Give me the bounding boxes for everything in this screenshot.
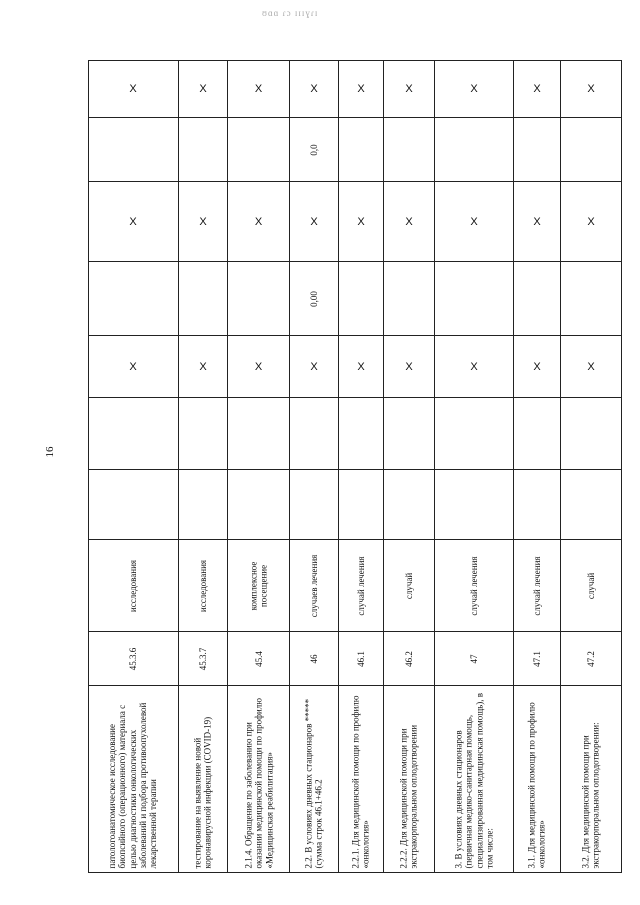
row-code: 46	[309, 654, 319, 663]
table-cell-c4	[561, 262, 622, 336]
table-cell-c5	[88, 182, 179, 262]
table-cell-code	[228, 632, 290, 686]
page-number: 16	[44, 446, 56, 458]
x-mark: X	[470, 82, 478, 95]
x-mark: X	[533, 360, 541, 373]
row-unit: случаев лечения	[308, 554, 319, 617]
row-name: 2.2.1. Для медицинской помощи по профилю «онкология»	[350, 695, 371, 869]
x-mark: X	[587, 82, 595, 95]
row-code: 47.2	[586, 650, 596, 667]
table-cell-c2	[88, 398, 179, 470]
row-code: 46.2	[404, 650, 414, 667]
table-cell-c6	[290, 118, 339, 182]
x-mark: X	[254, 360, 263, 373]
table-cell-unit	[290, 540, 339, 632]
table-cell-c5	[561, 182, 622, 262]
x-mark: X	[199, 215, 207, 228]
table-cell-code	[179, 632, 228, 686]
row-unit: исследования	[127, 559, 138, 612]
table-cell-c4	[88, 262, 179, 336]
table-cell-c4	[228, 262, 290, 336]
table-cell-unit	[435, 540, 514, 632]
x-mark: X	[310, 360, 318, 373]
table-cell-c1	[339, 470, 384, 540]
row-unit: случай	[403, 572, 414, 599]
table-cell-c2	[561, 398, 622, 470]
row-code: 47.1	[532, 650, 542, 667]
row-code: 45.4	[253, 650, 264, 667]
table-cell-c1	[384, 470, 435, 540]
row-value: 0,00	[309, 290, 319, 307]
x-mark: X	[199, 360, 207, 373]
table-cell-c7	[228, 60, 290, 118]
table-cell-c3	[384, 336, 435, 398]
row-unit: случай	[585, 572, 596, 599]
table-cell-c5	[514, 182, 561, 262]
table-cell-c7	[179, 60, 228, 118]
x-mark: X	[405, 215, 413, 228]
table-cell-c6	[228, 118, 290, 182]
table-cell-unit	[228, 540, 290, 632]
table-cell-c6	[435, 118, 514, 182]
x-mark: X	[254, 215, 263, 228]
x-mark: X	[129, 360, 137, 373]
table-cell-c2	[339, 398, 384, 470]
table-cell-code	[561, 632, 622, 686]
table-cell-c7	[435, 60, 514, 118]
x-mark: X	[357, 215, 365, 228]
table-cell-c5	[290, 182, 339, 262]
table-cell-c7	[514, 60, 561, 118]
table-cell-c7	[561, 60, 622, 118]
x-mark: X	[533, 215, 541, 228]
table-cell-code	[514, 632, 561, 686]
row-code: 47	[469, 654, 479, 663]
x-mark: X	[129, 82, 137, 95]
table-cell-unit	[179, 540, 228, 632]
x-mark: X	[129, 215, 137, 228]
table-cell-c6	[88, 118, 179, 182]
table-cell-name	[561, 686, 622, 873]
table-cell-c3	[561, 336, 622, 398]
row-name: 3.2. Для медицинской помощи при экстракорпоральном оплодотворении:	[580, 722, 601, 869]
x-mark: X	[310, 82, 318, 95]
table-cell-c5	[435, 182, 514, 262]
table-cell-c7	[88, 60, 179, 118]
row-code: 46.1	[356, 650, 366, 667]
table-cell-c7	[339, 60, 384, 118]
x-mark: X	[310, 215, 318, 228]
row-unit: комплексное посещение	[248, 561, 269, 610]
table-cell-c5	[339, 182, 384, 262]
x-mark: X	[254, 82, 263, 95]
table-cell-c5	[228, 182, 290, 262]
table-cell-c6	[384, 118, 435, 182]
table-cell-unit	[561, 540, 622, 632]
table-cell-c3	[228, 336, 290, 398]
row-name: 2.2.2. Для медицинской помощи при экстракорпоральном оплодотворении	[398, 724, 419, 869]
table-cell-name	[384, 686, 435, 873]
table-cell-c3	[88, 336, 179, 398]
x-mark: X	[199, 82, 207, 95]
table-cell-name	[228, 686, 290, 873]
table-cell-c1	[228, 470, 290, 540]
table-cell-c4	[384, 262, 435, 336]
table-cell-c2	[384, 398, 435, 470]
table-cell-c4	[435, 262, 514, 336]
table-cell-code	[384, 632, 435, 686]
table-cell-c2	[228, 398, 290, 470]
x-mark: X	[470, 215, 478, 228]
row-name: 3.1. Для медицинской помощи по профилю «онкология»	[526, 702, 547, 869]
table-cell-c3	[514, 336, 561, 398]
table-cell-c7	[384, 60, 435, 118]
table-cell-c2	[435, 398, 514, 470]
table-cell-c4	[514, 262, 561, 336]
table-cell-code	[339, 632, 384, 686]
table-cell-c1	[88, 470, 179, 540]
row-unit: случай лечения	[531, 555, 542, 616]
table-cell-c1	[561, 470, 622, 540]
table-cell-c6	[339, 118, 384, 182]
x-mark: X	[405, 360, 413, 373]
table-cell-c5	[179, 182, 228, 262]
row-name: тестирование на выявление новой коронавирусной инфекции (COVID-19)	[192, 716, 213, 869]
x-mark: X	[357, 82, 365, 95]
table-cell-c4	[290, 262, 339, 336]
x-mark: X	[405, 82, 413, 95]
table-cell-c2	[290, 398, 339, 470]
table-cell-c6	[514, 118, 561, 182]
table-cell-name	[290, 686, 339, 873]
table-cell-c3	[339, 336, 384, 398]
scan-header-mark: ʊɑɑ ɾɔ ɪɪɪɣɾɪ	[262, 8, 319, 18]
table-cell-c3	[179, 336, 228, 398]
table-cell-c2	[514, 398, 561, 470]
row-unit: случай лечения	[355, 555, 366, 616]
table-cell-c1	[290, 470, 339, 540]
table-cell-name	[514, 686, 561, 873]
x-mark: X	[470, 360, 478, 373]
row-code: 45.3.6	[128, 647, 138, 670]
table-cell-code	[88, 632, 179, 686]
table-cell-name	[339, 686, 384, 873]
table-cell-c7	[290, 60, 339, 118]
table-cell-c1	[179, 470, 228, 540]
table-cell-c1	[514, 470, 561, 540]
x-mark: X	[357, 360, 365, 373]
table-cell-c3	[290, 336, 339, 398]
table-cell-code	[435, 632, 514, 686]
row-name: 2.2. В условиях дневных стационаров *****(сумма строк 46.1+46.2	[303, 698, 324, 869]
table-cell-c5	[384, 182, 435, 262]
row-name: 2.1.4. Обращение по заболеванию при оказании медицинской помощи по профилю «Медицинская реабилитация»	[242, 698, 274, 869]
table-cell-name	[435, 686, 514, 873]
row-unit: исследования	[197, 559, 208, 612]
row-name: патологоанатомическое исследование биопсийного (операционного) материала с целью диагностики онкологических заболеваний и подбора противоопухолевой лекарственной терапии	[107, 702, 159, 869]
table-cell-name	[179, 686, 228, 873]
table-cell-name	[88, 686, 179, 873]
table-cell-c3	[435, 336, 514, 398]
table-cell-c4	[179, 262, 228, 336]
table-cell-c2	[179, 398, 228, 470]
table-cell-unit	[514, 540, 561, 632]
row-name: 3. В условиях дневных стационаров (первичная медико-санитарная помощь, специализированная медицинская помощь), в том числе:	[453, 693, 495, 869]
table-cell-unit	[384, 540, 435, 632]
table-cell-c1	[435, 470, 514, 540]
table-cell-c6	[561, 118, 622, 182]
table-cell-code	[290, 632, 339, 686]
row-code: 45.3.7	[198, 647, 208, 670]
table-cell-unit	[339, 540, 384, 632]
row-value: 0,0	[309, 143, 319, 156]
row-unit: случай лечения	[468, 555, 479, 616]
x-mark: X	[587, 360, 595, 373]
table-cell-c6	[179, 118, 228, 182]
table-cell-c4	[339, 262, 384, 336]
x-mark: X	[587, 215, 595, 228]
table-cell-unit	[88, 540, 179, 632]
x-mark: X	[533, 82, 541, 95]
